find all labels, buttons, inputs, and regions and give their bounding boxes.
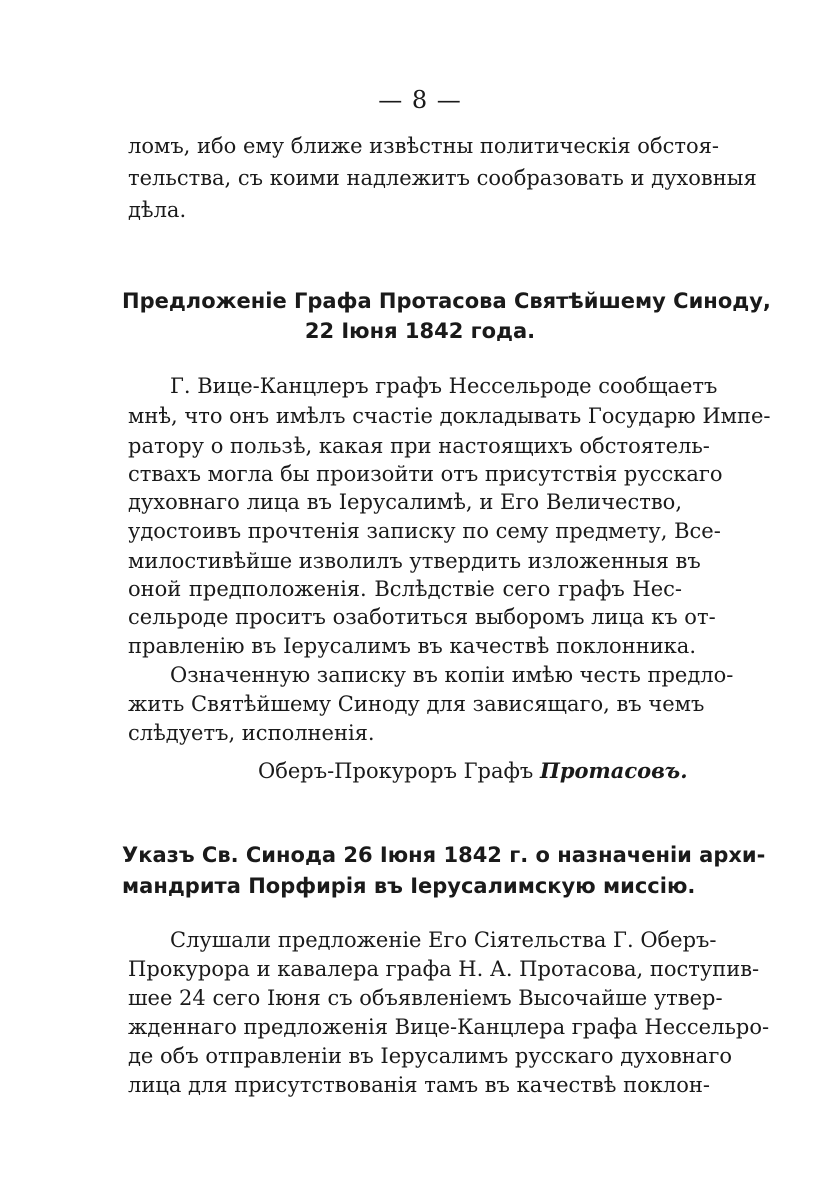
section1-heading-line: 22 Іюня 1842 года.: [304, 319, 536, 343]
section2-p-line: шее 24 сего Іюня съ объявленіемъ Высочайше утвер-: [128, 986, 723, 1010]
section2-p-line: де объ отправленіи въ Іерусалимъ русскаго духовнаго: [128, 1044, 732, 1068]
section1-p2-line: слѣдуетъ, исполненія.: [128, 721, 375, 745]
intro-line: тельства, съ коими надлежитъ сообразовать и духовныя: [128, 166, 757, 190]
section1-p2-line: Означенную записку въ копіи имѣю честь предло-: [170, 663, 734, 687]
section2-p-line: жденнаго предложенія Вице-Канцлера графа Нессельро-: [128, 1015, 770, 1039]
section1-p1-line: правленію въ Іерусалимъ въ качествѣ поклонника.: [128, 634, 697, 658]
intro-line: ломъ, ибо ему ближе извѣстны политическія обстоя-: [128, 134, 719, 158]
section2-heading-line: мандрита Порфирія въ Іерусалимскую миссію.: [122, 874, 696, 898]
section2-p-line: Слушали предложеніе Его Сіятельства Г. Оберъ-: [170, 928, 717, 952]
section1-p1-line: сельроде проситъ озаботиться выборомъ лица къ от-: [128, 605, 716, 629]
signature-title: Оберъ-Прокуроръ Графъ: [258, 759, 540, 783]
section1-p1-line: мнѣ, что онъ имѣлъ счастіе докладывать Государю Импе-: [128, 404, 771, 428]
page-number: — 8 —: [378, 86, 462, 114]
section1-p1-line: милостивѣйше изволилъ утвердить изложенныя въ: [128, 549, 701, 573]
signature-name: Протасовъ.: [539, 758, 688, 783]
section1-p1-line: оной предположенія. Вслѣдствіе сего графъ Нес-: [128, 577, 682, 601]
section2-heading-line: Указъ Св. Синода 26 Іюня 1842 г. о назначеніи архи-: [122, 843, 766, 867]
section1-p1-line: духовнаго лица въ Іерусалимѣ, и Его Величество,: [128, 490, 682, 514]
section1-heading-line: Предложеніе Графа Протасова Святѣйшему Синоду,: [122, 289, 771, 313]
section1-p1-line: ствахъ могла бы произойти отъ присутствія русскаго: [128, 462, 723, 486]
intro-line: дѣла.: [128, 198, 187, 222]
section1-p1-line: удостоивъ прочтенія записку по сему предмету, Все-: [128, 519, 721, 543]
section2-p-line: лица для присутствованія тамъ въ качествѣ поклон-: [128, 1073, 710, 1097]
section2-p-line: Прокурора и кавалера графа Н. А. Протасова, поступив-: [128, 957, 760, 981]
section1-p1-line: Г. Вице-Канцлеръ графъ Нессельроде сообщаетъ: [170, 374, 718, 398]
section1-p1-line: ратору о пользѣ, какая при настоящихъ обстоятель-: [128, 434, 710, 458]
signature: [258, 758, 688, 783]
section1-p2-line: жить Святѣйшему Синоду для зависящаго, въ чемъ: [128, 692, 705, 716]
